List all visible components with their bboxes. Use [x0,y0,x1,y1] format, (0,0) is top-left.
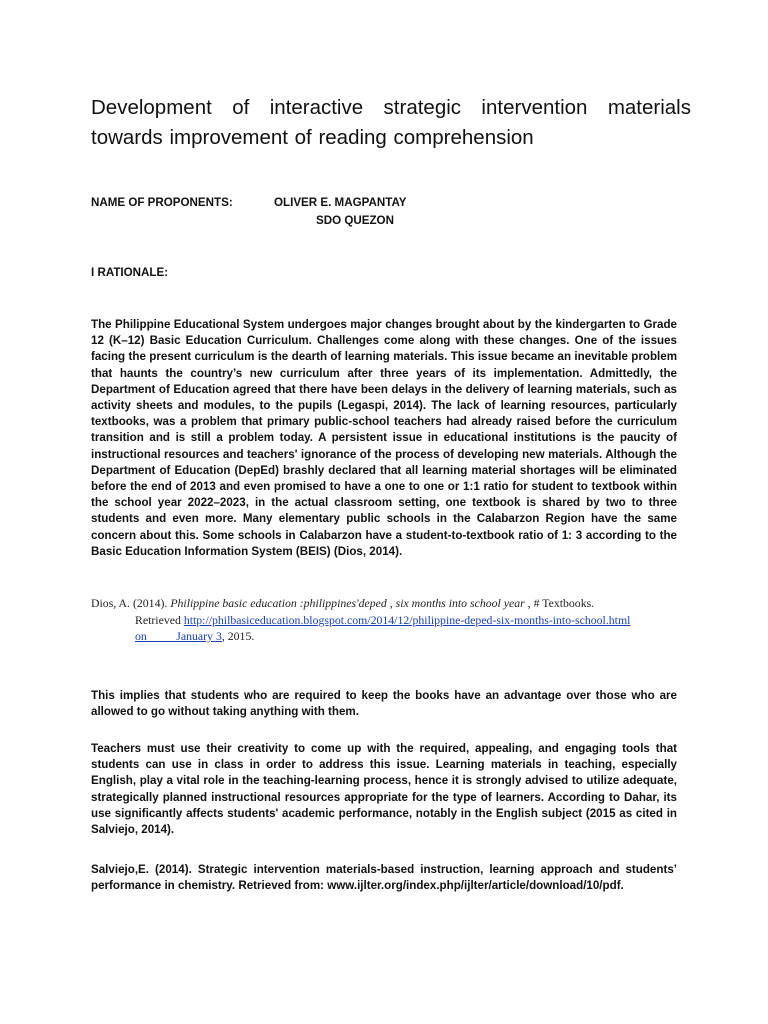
reference-suffix: , # Textbooks. [527,596,595,610]
rationale-paragraph-3: Teachers must use their creativity to come up with the required, appealing, and engaging tools that students can use in class in order to address this issue. Learning materials in teaching, especially English, play a vital role in the teaching-learning process, hence it is strongly advised to utilize adequate, strategically planned instructional resources appropriate for the type of learners. According to Dahar, its use significantly affects students' academic performance, notably in the English subject (2015 as cited in Salviejo, 2014). [91,742,677,837]
reference-date-link[interactable]: on January [135,629,216,643]
reference-dios [91,595,691,645]
reference-title: Philippine basic education :philippines'deped , six months into school year [170,596,528,610]
reference-day-link[interactable]: 3 [215,629,222,643]
document-title: Development of interactive strategic intervention materials towards improvement of reading comprehension [91,96,691,149]
reference-retrieved-label: Retrieved [135,612,184,627]
reference-author: Dios, A. (2014). [91,596,171,610]
reference-url-link[interactable]: http://philbasiceducation.blogspot.com/2014/12/philippine-deped-six-months-into-school.html [183,612,631,627]
rationale-paragraph-1: The Philippine Educational System undergoes major changes brought about by the kindergarten to Grade 12 (K–12) Basic Education Curriculum. Challenges come along with these changes. One of the issues facing the present curriculum is the dearth of learning materials. This issue became an inevitable problem that haunts the country’s new curriculum after three years of its implementation. Admittedly, the Department of Education agreed that there have been delays in the delivery of learning materials, such as activity sheets and modules, to the pupils (Legaspi, 2014). The lack of learning resources, particularly textbooks, was a problem that primary public-school teachers had already raised before the curriculum transition and is still a problem today. A persistent issue in educational institutions is the paucity of instructional resources and teachers' ignorance of the process of developing new materials. Although the Department of Education (DepEd) brashly declared that all learning material shortages will be eliminated before the end of 2013 and even promised to have a one to one or 1:1 ratio for student to textbook within the school year 2022–2023, in the actual classroom setting, one textbook is shared by two to three students and even more. Many elementary public schools in the Calabarzon Region have the same concern about this. Some schools in Calabarzon have a student-to-textbook ratio of 1: 3 according to the Basic Education Information System (BEIS) (Dios, 2014). [91,318,677,558]
section-heading-rationale: I RATIONALE: [91,266,169,279]
proponent-name: OLIVER E. MAGPANTAY [274,196,407,209]
reference-salviejo: Salviejo,E. (2014). Strategic intervention materials-based instruction, learning approach and students’ performance in chemistry. Retrieved from: www.ijlter.org/index.php/ijlter/article/download/10/pdf. [91,863,677,893]
proponents-label: NAME OF PROPONENTS: [91,196,233,209]
rationale-paragraph-2: This implies that students who are required to keep the books have an advantage over those who are allowed to go without taking anything with them. [91,689,677,719]
reference-year: , 2015. [221,629,255,643]
proponent-office: SDO QUEZON [316,214,394,227]
